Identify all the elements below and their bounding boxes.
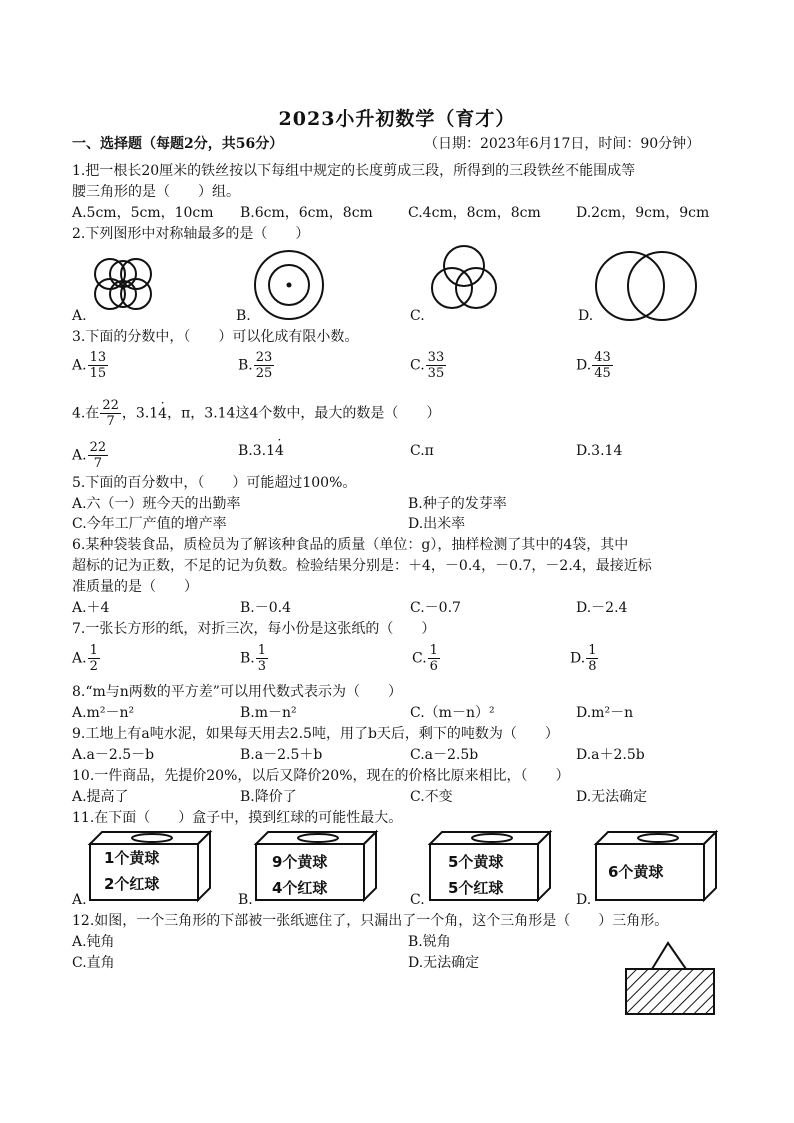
- q12-option-a: A.钝角: [72, 934, 115, 950]
- q3-option-d: [576, 350, 614, 381]
- q9-option-d: D.a＋2.5b: [576, 747, 645, 763]
- numerator: 1: [89, 643, 98, 658]
- q7-option-c-fraction: [428, 643, 440, 674]
- q9-option-a: A.a－2.5－b: [72, 747, 155, 763]
- q4-stem-mid2: ，π，3.14这4个数中，最大的数是（ ）: [167, 405, 441, 422]
- q7-option-d-label: D.: [570, 650, 586, 667]
- q1-option-a: A.5cm，5cm，10cm: [72, 205, 214, 221]
- q4-option-a-label: A.: [72, 447, 87, 464]
- q2-option-a: A.: [72, 308, 87, 324]
- q3-option-b-label: B.: [238, 357, 253, 374]
- q8-option-d: D.m²－n: [576, 705, 634, 721]
- q3-option-a: [72, 350, 109, 381]
- q7-option-b-fraction: [256, 643, 268, 674]
- numerator: 22: [102, 398, 119, 413]
- q6-option-a: A.＋4: [72, 600, 110, 616]
- numerator: 22: [89, 440, 107, 455]
- q2-stem: 2.下列图形中对称轴最多的是（ ）: [72, 226, 310, 242]
- q7-option-c-label: C.: [412, 650, 427, 667]
- q1-stem-line2: 腰三角形的是（ ）组。: [72, 184, 240, 200]
- exam-date: （日期：2023年6月17日，时间：90分钟）: [424, 136, 701, 152]
- numerator: 43: [594, 350, 611, 365]
- q6-stem-line2: 超标的记为正数，不足的记为负数。检验结果分别是：＋4，－0.4，－0.7，－2.4，最接近标: [72, 558, 652, 574]
- q12-stem: 12.如图，一个三角形的下部被一张纸遮住了，只漏出了一个角，这个三角形是（ ）三角形。: [72, 913, 669, 929]
- numerator: 1: [588, 643, 597, 658]
- q5-option-a: A.六（一）班今天的出勤率: [72, 496, 241, 512]
- q3-option-c-label: C.: [410, 357, 425, 374]
- denominator: 15: [89, 366, 107, 381]
- q5-stem: 5.下面的百分数中，（ ）可能超过100%。: [72, 475, 357, 491]
- numerator: 1: [429, 643, 438, 658]
- q3-option-d-fraction: [592, 350, 613, 381]
- section-heading: 一、选择题（每题2分，共56分）: [72, 136, 284, 152]
- q9-option-b: B.a－2.5＋b: [240, 747, 323, 763]
- q3-option-b-fraction: [254, 350, 275, 381]
- q4-stem-fraction: [100, 398, 121, 429]
- q12-option-d: D.无法确定: [408, 955, 480, 971]
- q7-option-b-label: B.: [240, 650, 255, 667]
- q1-stem-line1: 1.把一根长20厘米的铁丝按以下每组中规定的长度剪成三段，所得到的三段铁丝不能围成等: [72, 163, 636, 179]
- q7-option-a: [72, 643, 101, 674]
- page-title: 2023小升初数学（育才）: [278, 108, 516, 130]
- q1-option-b: B.6cm，6cm，8cm: [240, 205, 373, 221]
- q8-option-b: B.m－n²: [240, 705, 297, 721]
- q11-box-c-line2: 5个红球: [448, 879, 504, 897]
- q3-option-b: [238, 350, 275, 381]
- q6-option-b: B.－0.4: [240, 600, 292, 616]
- q11-box-a-line2: 2个红球: [104, 875, 160, 893]
- numerator: 1: [257, 643, 267, 658]
- q4-stem-mid1: ，3.1: [121, 405, 159, 422]
- numerator: 33: [427, 350, 445, 365]
- q10-option-b: B.降价了: [240, 789, 297, 805]
- numerator: 23: [255, 350, 273, 365]
- q8-option-a: A.m²－n²: [72, 705, 135, 721]
- q10-option-d: D.无法确定: [576, 789, 648, 805]
- q11-stem: 11.在下面（ ）盒子中，摸到红球的可能性最大。: [72, 810, 403, 826]
- q11-option-b: B.: [238, 892, 253, 908]
- q2-figure-a: [88, 254, 158, 314]
- q2-figure-d: [592, 250, 700, 322]
- denominator: 35: [427, 366, 445, 381]
- q4-stem: [72, 398, 440, 429]
- q6-option-d: D.－2.4: [576, 600, 628, 616]
- q2-option-b: B.: [236, 308, 251, 324]
- q3-option-c: [410, 350, 447, 381]
- q6-option-c: C.－0.7: [410, 600, 461, 616]
- q6-stem-line1: 6.某种袋装食品，质检员为了解该种食品的质量（单位：g），抽样检测了其中的4袋，其中: [72, 537, 629, 553]
- denominator: 6: [429, 659, 438, 674]
- denominator: 7: [106, 414, 115, 429]
- q12-covered-triangle-figure: [620, 940, 720, 1018]
- q7-option-b: [240, 643, 269, 674]
- q3-option-d-label: D.: [576, 357, 592, 374]
- q7-option-d: [570, 643, 599, 674]
- q2-figure-b: [252, 248, 326, 322]
- q1-option-c: C.4cm，8cm，8cm: [408, 205, 541, 221]
- q7-option-d-fraction: [586, 643, 598, 674]
- q8-option-c: C.（m－n）²: [410, 705, 495, 721]
- q11-box-b-line1: 9个黄球: [272, 853, 328, 871]
- q11-option-a: A.: [72, 892, 87, 908]
- q11-option-c: C.: [410, 892, 425, 908]
- denominator: 7: [93, 456, 102, 471]
- numerator: 13: [89, 350, 107, 365]
- q7-option-a-fraction: [88, 643, 100, 674]
- q2-option-c: C.: [410, 308, 425, 324]
- denominator: 2: [89, 659, 98, 674]
- q4-option-b-label: B.3.1: [238, 443, 276, 459]
- q11-box-a-line1: 1个黄球: [104, 849, 160, 867]
- q2-figure-c: [428, 244, 500, 316]
- q4-stem-prefix: 4.在: [72, 405, 100, 422]
- q11-box-b-line2: 4个红球: [272, 879, 328, 897]
- q6-stem-line3: 准质量的是（ ）: [72, 579, 198, 595]
- q4-option-c: C.π: [410, 443, 434, 459]
- q10-stem: 10.一件商品，先提价20%，以后又降价20%，现在的价格比原来相比，（ ）: [72, 768, 570, 784]
- q10-option-c: C.不变: [410, 789, 453, 805]
- denominator: 25: [255, 366, 273, 381]
- denominator: 8: [588, 659, 597, 674]
- q1-option-d: D.2cm，9cm，9cm: [576, 205, 710, 221]
- q2-option-d: D.: [578, 308, 594, 324]
- q12-option-c: C.直角: [72, 955, 115, 971]
- q4-option-d: D.3.14: [576, 443, 623, 459]
- denominator: 3: [257, 659, 267, 674]
- q7-option-c: [412, 643, 441, 674]
- q10-option-a: A.提高了: [72, 789, 129, 805]
- q12-option-b: B.锐角: [408, 934, 451, 950]
- q7-option-a-label: A.: [72, 650, 87, 667]
- q3-option-c-fraction: [426, 350, 447, 381]
- q5-option-b: B.种子的发芽率: [408, 496, 507, 512]
- q4-option-a-fraction: [88, 440, 109, 471]
- q11-option-d: D.: [576, 892, 592, 908]
- q4-option-b: [238, 441, 284, 461]
- repeating-digit: · 4: [275, 441, 284, 461]
- q4-option-a: [72, 440, 109, 471]
- q3-option-a-fraction: [88, 350, 109, 381]
- q5-option-d: D.出米率: [408, 516, 466, 532]
- q8-stem: 8.“m与n两数的平方差”可以用代数式表示为（ ）: [72, 684, 402, 700]
- q3-stem: 3.下面的分数中，（ ）可以化成有限小数。: [72, 329, 359, 345]
- q5-option-c: C.今年工厂产值的增产率: [72, 516, 227, 532]
- q11-box-d-line1: 6个黄球: [608, 863, 664, 881]
- denominator: 45: [594, 366, 611, 381]
- q9-option-c: C.a－2.5b: [410, 747, 479, 763]
- q3-option-a-label: A.: [72, 357, 87, 374]
- q11-box-c-line1: 5个黄球: [448, 853, 504, 871]
- q9-stem: 9.工地上有a吨水泥，如果每天用去2.5吨，用了b天后，剩下的吨数为（ ）: [72, 726, 559, 742]
- repeating-digit: · 4: [158, 404, 167, 424]
- q7-stem: 7.一张长方形的纸，对折三次，每小份是这张纸的（ ）: [72, 621, 436, 637]
